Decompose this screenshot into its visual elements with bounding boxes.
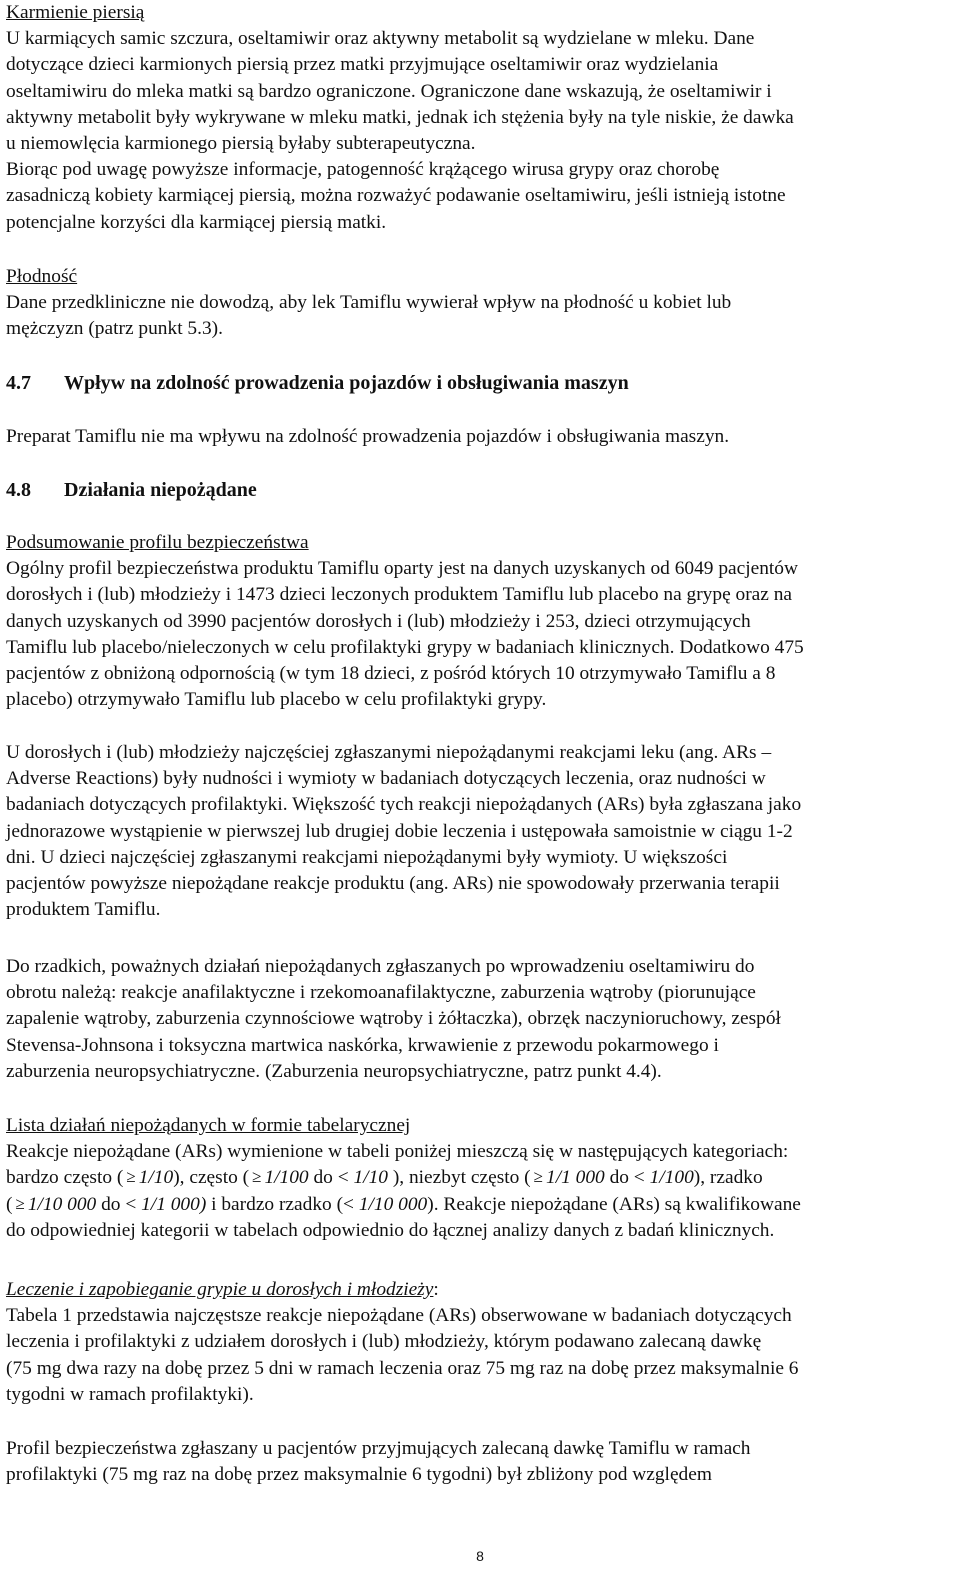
section-number: 4.7 <box>6 372 31 394</box>
treatment-line: tygodni w ramach profilaktyki). <box>6 1383 254 1405</box>
breastfeeding-line: Biorąc pod uwagę powyższe informacje, patogenność krążącego wirusa grypy oraz chorobę <box>6 159 720 181</box>
greater-equal-symbol: ≥ <box>252 1167 262 1187</box>
breastfeeding-line: oseltamiwiru do mleka matki są bardzo ograniczone. Ograniczone dane wskazują, że oseltamiwir i <box>6 80 772 102</box>
rare-reactions-line: obrotu należą: reakcje anafilaktyczne i rzekomoanafilaktyczne, zaburzenia wątroby (piorunujące <box>6 982 756 1004</box>
treatment-line: Tabela 1 przedstawia najczęstsze reakcje niepożądane (ARs) obserwowane w badaniach dotyczących <box>6 1305 792 1327</box>
adults-paragraph <box>6 740 954 923</box>
greater-equal-symbol: ≥ <box>126 1167 136 1187</box>
breastfeeding-line: U karmiących samic szczura, oseltamiwir oraz aktywny metabolit są wydzielane w mleku. Dane <box>6 28 755 50</box>
adults-line: pacjentów powyższe niepożądane reakcje produktu (ang. ARs) nie spowodowały przerwania terapii <box>6 873 780 895</box>
treatment-heading: Leczenie i zapobieganie grypie u dorosłych i młodzieży: <box>6 1279 439 1300</box>
driving-statement: Preparat Tamiflu nie ma wpływu na zdolność prowadzenia pojazdów i obsługiwania maszyn. <box>6 426 730 447</box>
breastfeeding-heading: Karmienie piersią <box>6 2 145 23</box>
safety-summary-heading: Podsumowanie profilu bezpieczeństwa <box>6 532 309 553</box>
tabular-list-section <box>6 1113 954 1244</box>
safety-summary-section <box>6 530 954 713</box>
frequency-line: ( ≥ 1/10 000 do < 1/1 000) i bardzo rzadko (< 1/10 000). Reakcje niepożądane (ARs) są kwalifikowane <box>6 1192 954 1218</box>
adults-line: jednorazowe wystąpienie w pierwszej lub drugiej dobie leczenia i ustępowała samoistnie w ciągu 1-2 <box>6 820 793 842</box>
greater-equal-symbol: ≥ <box>533 1167 543 1187</box>
safety-summary-line: danych uzyskanych od 3990 pacjentów dorosłych i (lub) młodzieży i 253, dzieci otrzymujących <box>6 610 751 632</box>
fertility-line: mężczyzn (patrz punkt 5.3). <box>6 318 223 340</box>
section-title: Wpływ na zdolność prowadzenia pojazdów i obsługiwania maszyn <box>64 372 629 394</box>
breastfeeding-section <box>6 0 954 236</box>
tabular-list-heading: Lista działań niepożądanych w formie tabelarycznej <box>6 1115 411 1136</box>
rare-reactions-line: zapalenie wątroby, zaburzenia czynnościowe wątroby i żółtaczka), obrzęk naczynioruchowy, zespół <box>6 1008 781 1030</box>
fertility-heading: Płodność <box>6 266 78 287</box>
safety-summary-line: placebo) otrzymywało Tamiflu lub placebo w celu profilaktyki grypy. <box>6 689 547 711</box>
fertility-line: Dane przedkliniczne nie dowodzą, aby lek Tamiflu wywierał wpływ na płodność u kobiet lub <box>6 292 732 314</box>
adults-line: badaniach dotyczących profilaktyki. Większość tych reakcji niepożądanych (ARs) była zgłaszana jako <box>6 794 802 816</box>
section-4-7-text <box>6 424 954 450</box>
breastfeeding-line: dotyczące dzieci karmionych piersią przez matki przyjmujące oseltamiwir oraz wydzielania <box>6 54 719 76</box>
adults-line: dni. U dzieci najczęściej zgłaszanymi reakcjami niepożądanymi były wymioty. U większości <box>6 846 728 868</box>
breastfeeding-line: u niemowlęcia karmionego piersią byłaby subterapeutyczna. <box>6 133 476 155</box>
rare-reactions-line: zaburzenia neuropsychiatryczne. (Zaburzenia neuropsychiatryczne, patrz punkt 4.4). <box>6 1060 662 1082</box>
safety-summary-line: Ogólny profil bezpieczeństwa produktu Tamiflu oparty jest na danych uzyskanych od 6049 pacjentów <box>6 558 799 580</box>
breastfeeding-line: potencjalne korzyści dla karmiącej piersią matki. <box>6 211 387 233</box>
tabular-list-line: Reakcje niepożądane (ARs) wymienione w tabeli poniżej mieszczą się w następujących kategoriach: <box>6 1141 789 1163</box>
breastfeeding-line: aktywny metabolit były wykrywane w mleku matki, jednak ich stężenia były na tyle niskie, że dawka <box>6 106 794 128</box>
safety-summary-line: dorosłych i (lub) młodzieży i 1473 dzieci leczonych produktem Tamiflu lub placebo na grypę oraz na <box>6 584 793 606</box>
profile-line: profilaktyki (75 mg raz na dobę przez maksymalnie 6 tygodni) był zbliżony pod względem <box>6 1464 712 1486</box>
rare-reactions-paragraph <box>6 954 954 1085</box>
fertility-section <box>6 264 954 343</box>
treatment-line: (75 mg dwa razy na dobę przez 5 dni w ramach leczenia oraz 75 mg raz na dobę przez maksymalnie 6 <box>6 1357 799 1379</box>
adults-line: U dorosłych i (lub) młodzieży najczęściej zgłaszanymi niepożądanymi reakcjami leku (ang. ARs – <box>6 742 772 763</box>
section-number: 4.8 <box>6 479 31 501</box>
section-4-7-heading <box>6 370 954 396</box>
breastfeeding-line: zasadniczą kobiety karmiącej piersią, można rozważyć podawanie oseltamiwiru, jeśli istnieją istotne <box>6 185 786 207</box>
section-title: Działania niepożądane <box>64 479 257 501</box>
rare-reactions-line: Stevensa-Johnsona i toksyczna martwica naskórka, krwawienie z przewodu pokarmowego i <box>6 1034 719 1056</box>
frequency-line: bardzo często ( ≥ 1/10), często ( ≥ 1/100 do < 1/10 ), niezbyt często ( ≥ 1/1 000 do < 1/100), rzadko <box>6 1165 954 1191</box>
greater-equal-symbol: ≥ <box>15 1193 25 1213</box>
safety-summary-line: pacjentów z obniżoną odpornością (w tym 18 dzieci, z pośród których 10 otrzymywało Tamiflu a 8 <box>6 663 776 685</box>
profile-line: Profil bezpieczeństwa zgłaszany u pacjentów przyjmujących zalecaną dawkę Tamiflu w ramach <box>6 1438 751 1459</box>
rare-reactions-line: Do rzadkich, poważnych działań niepożądanych zgłaszanych po wprowadzeniu oseltamiwiru do <box>6 956 755 977</box>
treatment-line: leczenia i profilaktyki z udziałem dorosłych i (lub) młodzieży, którym podawano zalecaną dawkę <box>6 1331 762 1353</box>
adults-line: produktem Tamiflu. <box>6 899 161 921</box>
treatment-section <box>6 1277 954 1408</box>
adults-line: Adverse Reactions) były nudności i wymioty w badaniach dotyczących leczenia, oraz nudności w <box>6 768 766 790</box>
safety-summary-line: Tamiflu lub placebo/nieleczonych w celu profilaktyki grypy w badaniach klinicznych. Dodatkowo 475 <box>6 636 804 658</box>
page-number: 8 <box>476 1548 484 1564</box>
tabular-list-line: do odpowiedniej kategorii w tabelach odpowiednio do łącznej analizy danych z badań klinicznych. <box>6 1219 775 1241</box>
profile-paragraph <box>6 1436 954 1488</box>
section-4-8-heading <box>6 477 954 503</box>
